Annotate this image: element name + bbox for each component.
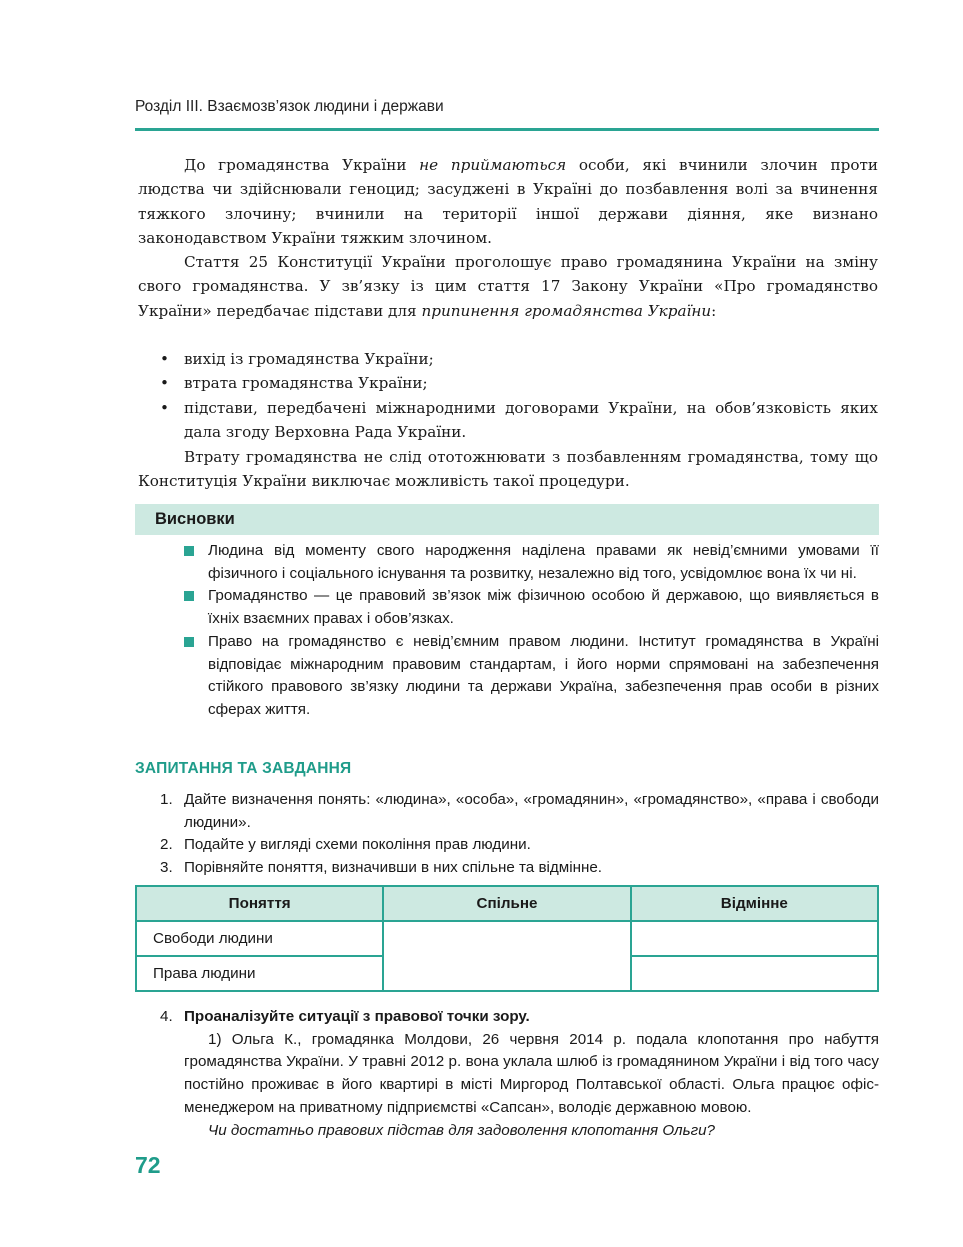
square-bullet-icon [184, 591, 194, 601]
situation-question: Чи достатньо правових підстав для задоволення клопотання Ольги? [208, 1121, 715, 1139]
task-4-situation [138, 1029, 879, 1120]
task-number: 4. [160, 1008, 173, 1025]
common-cell [383, 921, 630, 991]
p1-text-start: До громадянства України [184, 156, 420, 174]
conclusion-text: Людина від моменту свого народження наділена правами як невід’ємними умовами її фізичного і соціального існування та розвитку, незалежно від того, усвідомлює вона їх чи ні. [208, 542, 879, 582]
task-4-title: Проаналізуйте ситуації з правової точки зору. [184, 1008, 530, 1025]
bullet-text: вихід із громадянства України; [184, 350, 434, 368]
comparison-table [135, 885, 879, 992]
list-item [138, 585, 879, 630]
bullet-icon: • [160, 398, 169, 417]
bullet-icon: • [160, 374, 169, 393]
p2-text-start: Стаття 25 Конституції України проголошує право громадянина України на зміну свого громадянства. У зв’язку із цим стаття 17 Закону України «Про громадянство України» передбачає підстави для [138, 253, 878, 320]
conclusions-title: Висновки [155, 510, 235, 528]
bullet-icon: • [160, 350, 169, 368]
tasks-section-title: ЗАПИТАННЯ ТА ЗАВДАННЯ [135, 760, 352, 777]
paragraph-article-25 [138, 250, 878, 323]
list-item [138, 540, 879, 585]
different-cell [631, 956, 878, 991]
table-row [136, 921, 878, 956]
task-number: 3. [160, 859, 173, 877]
list-item [138, 857, 879, 880]
square-bullet-icon [184, 637, 194, 647]
list-item [138, 834, 879, 857]
task-text: Дайте визначення понять: «людина», «особа», «громадянин», «громадянство», «права і свободи людини». [184, 791, 879, 831]
termination-grounds-list [138, 347, 878, 445]
list-item [138, 789, 879, 834]
square-bullet-icon [184, 546, 194, 556]
list-item [138, 347, 878, 371]
conclusion-text: Громадянство — це правовий зв’язок між фізичною особою й державою, що виявляється в їхніх взаємних правах і обов’язках. [208, 587, 879, 628]
task-number: 1. [160, 791, 173, 808]
task-text: Подайте у вигляді схеми покоління прав людини. [184, 836, 531, 854]
different-cell [631, 921, 878, 956]
tasks-list [138, 789, 879, 880]
list-item [138, 371, 878, 395]
conclusions-list [138, 540, 879, 722]
column-header-different: Відмінне [631, 886, 878, 921]
column-header-concept: Поняття [136, 886, 383, 921]
paragraph-not-accepted [138, 153, 878, 251]
p2-emphasis: припинення громадянства України [421, 301, 712, 320]
p1-text-end: особи, які вчинили злочин проти людства чи здійснювали геноцид; засуджені в Україні до позбавлення волі за вчинення тяжкого злочину; вчинили на території іншої держави діяння, яке визнано законодавством України тяжким злочином. [138, 156, 878, 248]
row-label-freedoms: Свободи людини [136, 921, 383, 956]
conclusion-text: Право на громадянство є невід’ємним правом людини. Інститут громадянства в Україні відповідає міжнародним правовим стандартам, і його норми спрямовані на забезпечення стійкого правового зв’язку людини та держави Україна, забезпечення прав особи в різних сферах життя. [208, 632, 879, 718]
table-header-row [136, 886, 878, 921]
row-label-rights: Права людини [136, 956, 383, 991]
conclusions-banner [135, 504, 879, 535]
paragraph-loss-of-citizenship: Втрату громадянства не слід ототожнювати з позбавленням громадянства, тому що Конституція України виключає можливість такої процедури. [138, 448, 878, 491]
task-number: 2. [160, 836, 173, 854]
situation-text: 1) Ольга К., громадянка Молдови, 26 червня 2014 р. подала клопотання про набуття громадянства України. У травні 2012 р. вона уклала шлюб із громадянином України і від того часу постійно проживає в його квартирі в місті Миргород Полтавської області. Ольга працює офіс-менеджером на приватному підприємстві «Сапсан», володіє державною мовою. [184, 1030, 879, 1116]
chapter-title: Розділ ІІІ. Взаємозв’язок людини і держави [135, 98, 444, 115]
list-item [138, 396, 878, 445]
bullet-text: втрата громадянства України; [184, 374, 428, 393]
task-4 [138, 1006, 879, 1142]
bullet-text: підстави, передбачені міжнародними договорами України, на обов’язковість яких дала згоду Верховна Рада України. [184, 398, 878, 442]
page-number: 72 [135, 1152, 161, 1178]
task-text: Порівняйте поняття, визначивши в них спільне та відмінне. [184, 859, 603, 877]
column-header-common: Спільне [383, 886, 630, 921]
p2-text-end: : [711, 301, 717, 320]
task-4-heading [138, 1006, 879, 1029]
header-divider [135, 128, 879, 131]
list-item [138, 631, 879, 722]
p1-emphasis: не приймаються [419, 156, 567, 174]
running-header [135, 98, 879, 116]
